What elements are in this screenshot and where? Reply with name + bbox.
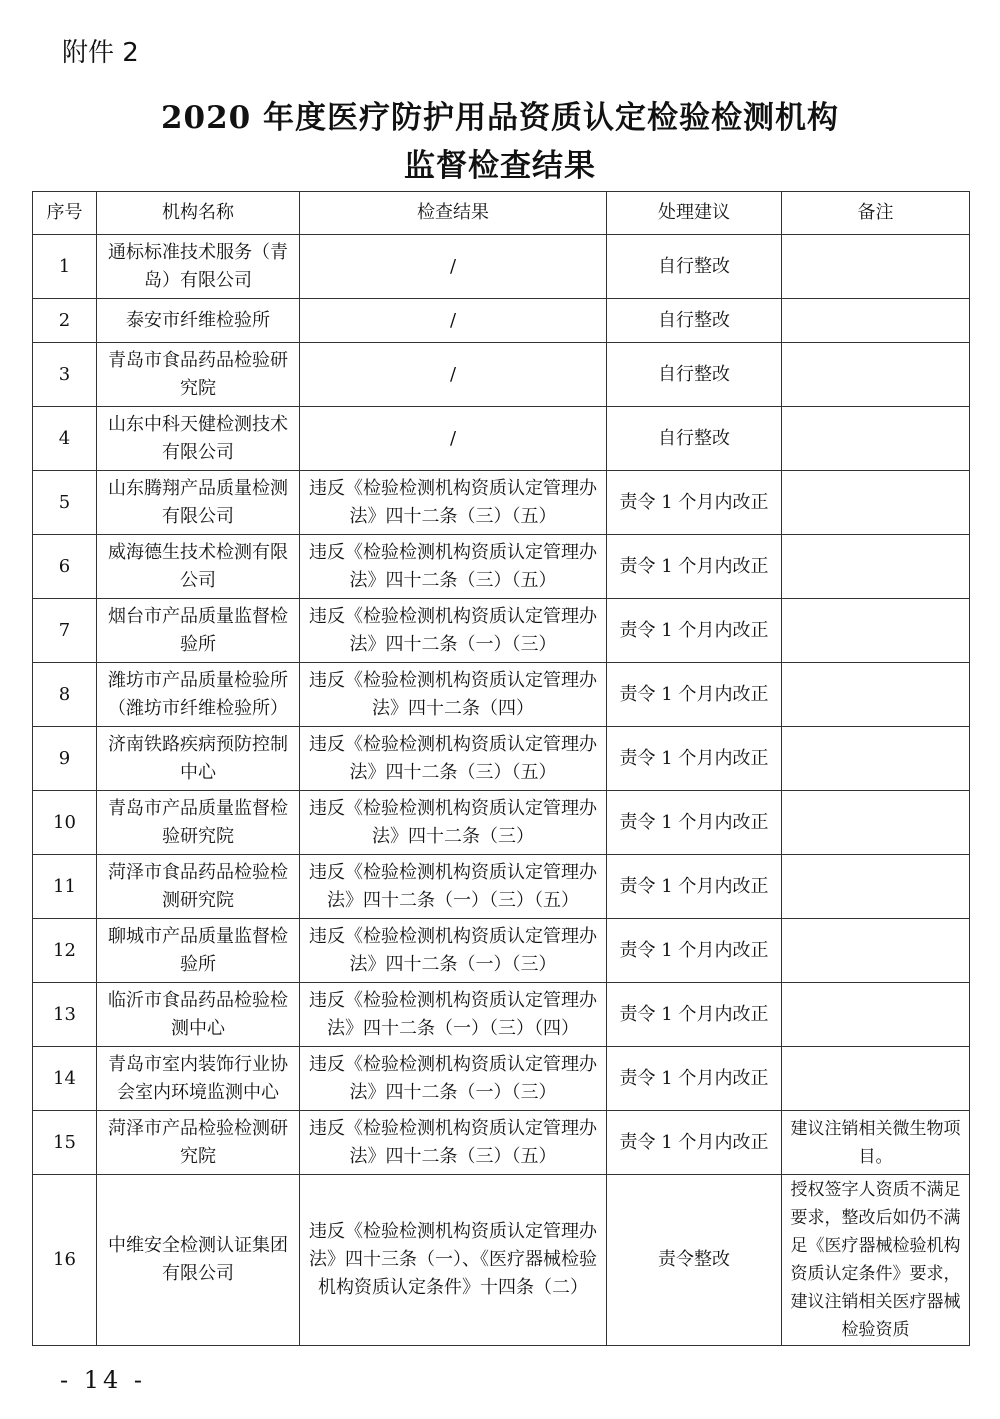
page-title: 2020 年度医疗防护用品资质认定检验检测机构 [160,100,840,136]
cell-remark [782,791,970,855]
table-row [33,1111,970,1175]
cell-name: 通标标准技术服务（青岛）有限公司 [97,235,300,299]
cell-remark [782,1047,970,1111]
cell-action: 自行整改 [607,299,782,343]
cell-result: 违反《检验检测机构资质认定管理办法》四十三条（一）、《医疗器械检验机构资质认定条件》十四条（二） [300,1175,607,1346]
cell-name: 青岛市食品药品检验研究院 [97,343,300,407]
cell-action: 责令 1 个月内改正 [607,983,782,1047]
cell-remark: 建议注销相关微生物项目。 [782,1111,970,1175]
cell-action: 责令 1 个月内改正 [607,727,782,791]
table-row [33,983,970,1047]
cell-remark [782,299,970,343]
cell-action: 责令 1 个月内改正 [607,471,782,535]
cell-action: 自行整改 [607,235,782,299]
cell-result: 违反《检验检测机构资质认定管理办法》四十二条（一）（三） [300,599,607,663]
cell-no: 16 [33,1175,97,1346]
cell-no: 9 [33,727,97,791]
cell-action: 责令 1 个月内改正 [607,791,782,855]
table-row [33,663,970,727]
cell-remark [782,727,970,791]
cell-no: 3 [33,343,97,407]
cell-no: 7 [33,599,97,663]
page-subtitle: 监督检查结果 [404,148,596,184]
cell-action: 自行整改 [607,343,782,407]
header-action: 处理建议 [607,192,782,235]
cell-remark: 授权签字人资质不满足要求，整改后如仍不满足《医疗器械检验机构资质认定条件》要求，建议注销相关医疗器械检验资质 [782,1175,970,1346]
cell-action: 责令 1 个月内改正 [607,535,782,599]
cell-name: 青岛市产品质量监督检验研究院 [97,791,300,855]
cell-name: 青岛市室内装饰行业协会室内环境监测中心 [97,1047,300,1111]
cell-remark [782,663,970,727]
cell-action: 责令 1 个月内改正 [607,855,782,919]
cell-action: 责令 1 个月内改正 [607,663,782,727]
cell-remark [782,535,970,599]
results-table [32,191,970,1346]
table-row [33,299,970,343]
cell-action: 责令 1 个月内改正 [607,599,782,663]
page-number: - 14 - [60,1366,147,1394]
cell-name: 中维安全检测认证集团有限公司 [97,1175,300,1346]
cell-remark [782,471,970,535]
cell-no: 15 [33,1111,97,1175]
table-row [33,919,970,983]
cell-remark [782,343,970,407]
cell-result: 违反《检验检测机构资质认定管理办法》四十二条（一）（三） [300,919,607,983]
cell-no: 6 [33,535,97,599]
header-remark: 备注 [782,192,970,235]
cell-result: / [300,343,607,407]
cell-name: 潍坊市产品质量检验所（潍坊市纤维检验所） [97,663,300,727]
table-row [33,471,970,535]
cell-name: 泰安市纤维检验所 [97,299,300,343]
cell-no: 4 [33,407,97,471]
cell-result: 违反《检验检测机构资质认定管理办法》四十二条（三）（五） [300,471,607,535]
cell-name: 临沂市食品药品检验检测中心 [97,983,300,1047]
cell-result: / [300,299,607,343]
cell-no: 5 [33,471,97,535]
cell-name: 济南铁路疾病预防控制中心 [97,727,300,791]
table-row [33,1047,970,1111]
cell-result: 违反《检验检测机构资质认定管理办法》四十二条（一）（三）（四） [300,983,607,1047]
cell-name: 聊城市产品质量监督检验所 [97,919,300,983]
cell-name: 菏泽市食品药品检验检测研究院 [97,855,300,919]
table-row [33,343,970,407]
cell-name: 山东腾翔产品质量检测有限公司 [97,471,300,535]
cell-result: / [300,235,607,299]
attachment-label: 附件 2 [62,38,139,68]
cell-remark [782,983,970,1047]
table-body [33,235,970,1346]
table-row [33,599,970,663]
cell-action: 责令 1 个月内改正 [607,1047,782,1111]
table-row [33,1175,970,1346]
cell-no: 14 [33,1047,97,1111]
cell-remark [782,599,970,663]
cell-remark [782,235,970,299]
header-name: 机构名称 [97,192,300,235]
table-row [33,407,970,471]
cell-action: 责令整改 [607,1175,782,1346]
cell-result: 违反《检验检测机构资质认定管理办法》四十二条（三）（五） [300,535,607,599]
table-row [33,535,970,599]
cell-no: 13 [33,983,97,1047]
cell-no: 8 [33,663,97,727]
header-row [33,192,970,235]
cell-action: 责令 1 个月内改正 [607,919,782,983]
table-row [33,235,970,299]
cell-result: 违反《检验检测机构资质认定管理办法》四十二条（一）（三） [300,1047,607,1111]
cell-no: 2 [33,299,97,343]
table-row [33,727,970,791]
cell-name: 威海德生技术检测有限公司 [97,535,300,599]
table-header [33,192,970,235]
cell-no: 12 [33,919,97,983]
cell-remark [782,919,970,983]
cell-result: 违反《检验检测机构资质认定管理办法》四十二条（四） [300,663,607,727]
cell-result: 违反《检验检测机构资质认定管理办法》四十二条（三） [300,791,607,855]
table-row [33,791,970,855]
header-result: 检查结果 [300,192,607,235]
cell-remark [782,407,970,471]
cell-result: / [300,407,607,471]
cell-action: 自行整改 [607,407,782,471]
table-row [33,855,970,919]
cell-no: 10 [33,791,97,855]
cell-result: 违反《检验检测机构资质认定管理办法》四十二条（一）（三）（五） [300,855,607,919]
cell-remark [782,855,970,919]
cell-result: 违反《检验检测机构资质认定管理办法》四十二条（三）（五） [300,727,607,791]
cell-no: 11 [33,855,97,919]
cell-no: 1 [33,235,97,299]
cell-name: 烟台市产品质量监督检验所 [97,599,300,663]
cell-action: 责令 1 个月内改正 [607,1111,782,1175]
cell-name: 菏泽市产品检验检测研究院 [97,1111,300,1175]
cell-result: 违反《检验检测机构资质认定管理办法》四十二条（三）（五） [300,1111,607,1175]
header-no: 序号 [33,192,97,235]
cell-name: 山东中科天健检测技术有限公司 [97,407,300,471]
